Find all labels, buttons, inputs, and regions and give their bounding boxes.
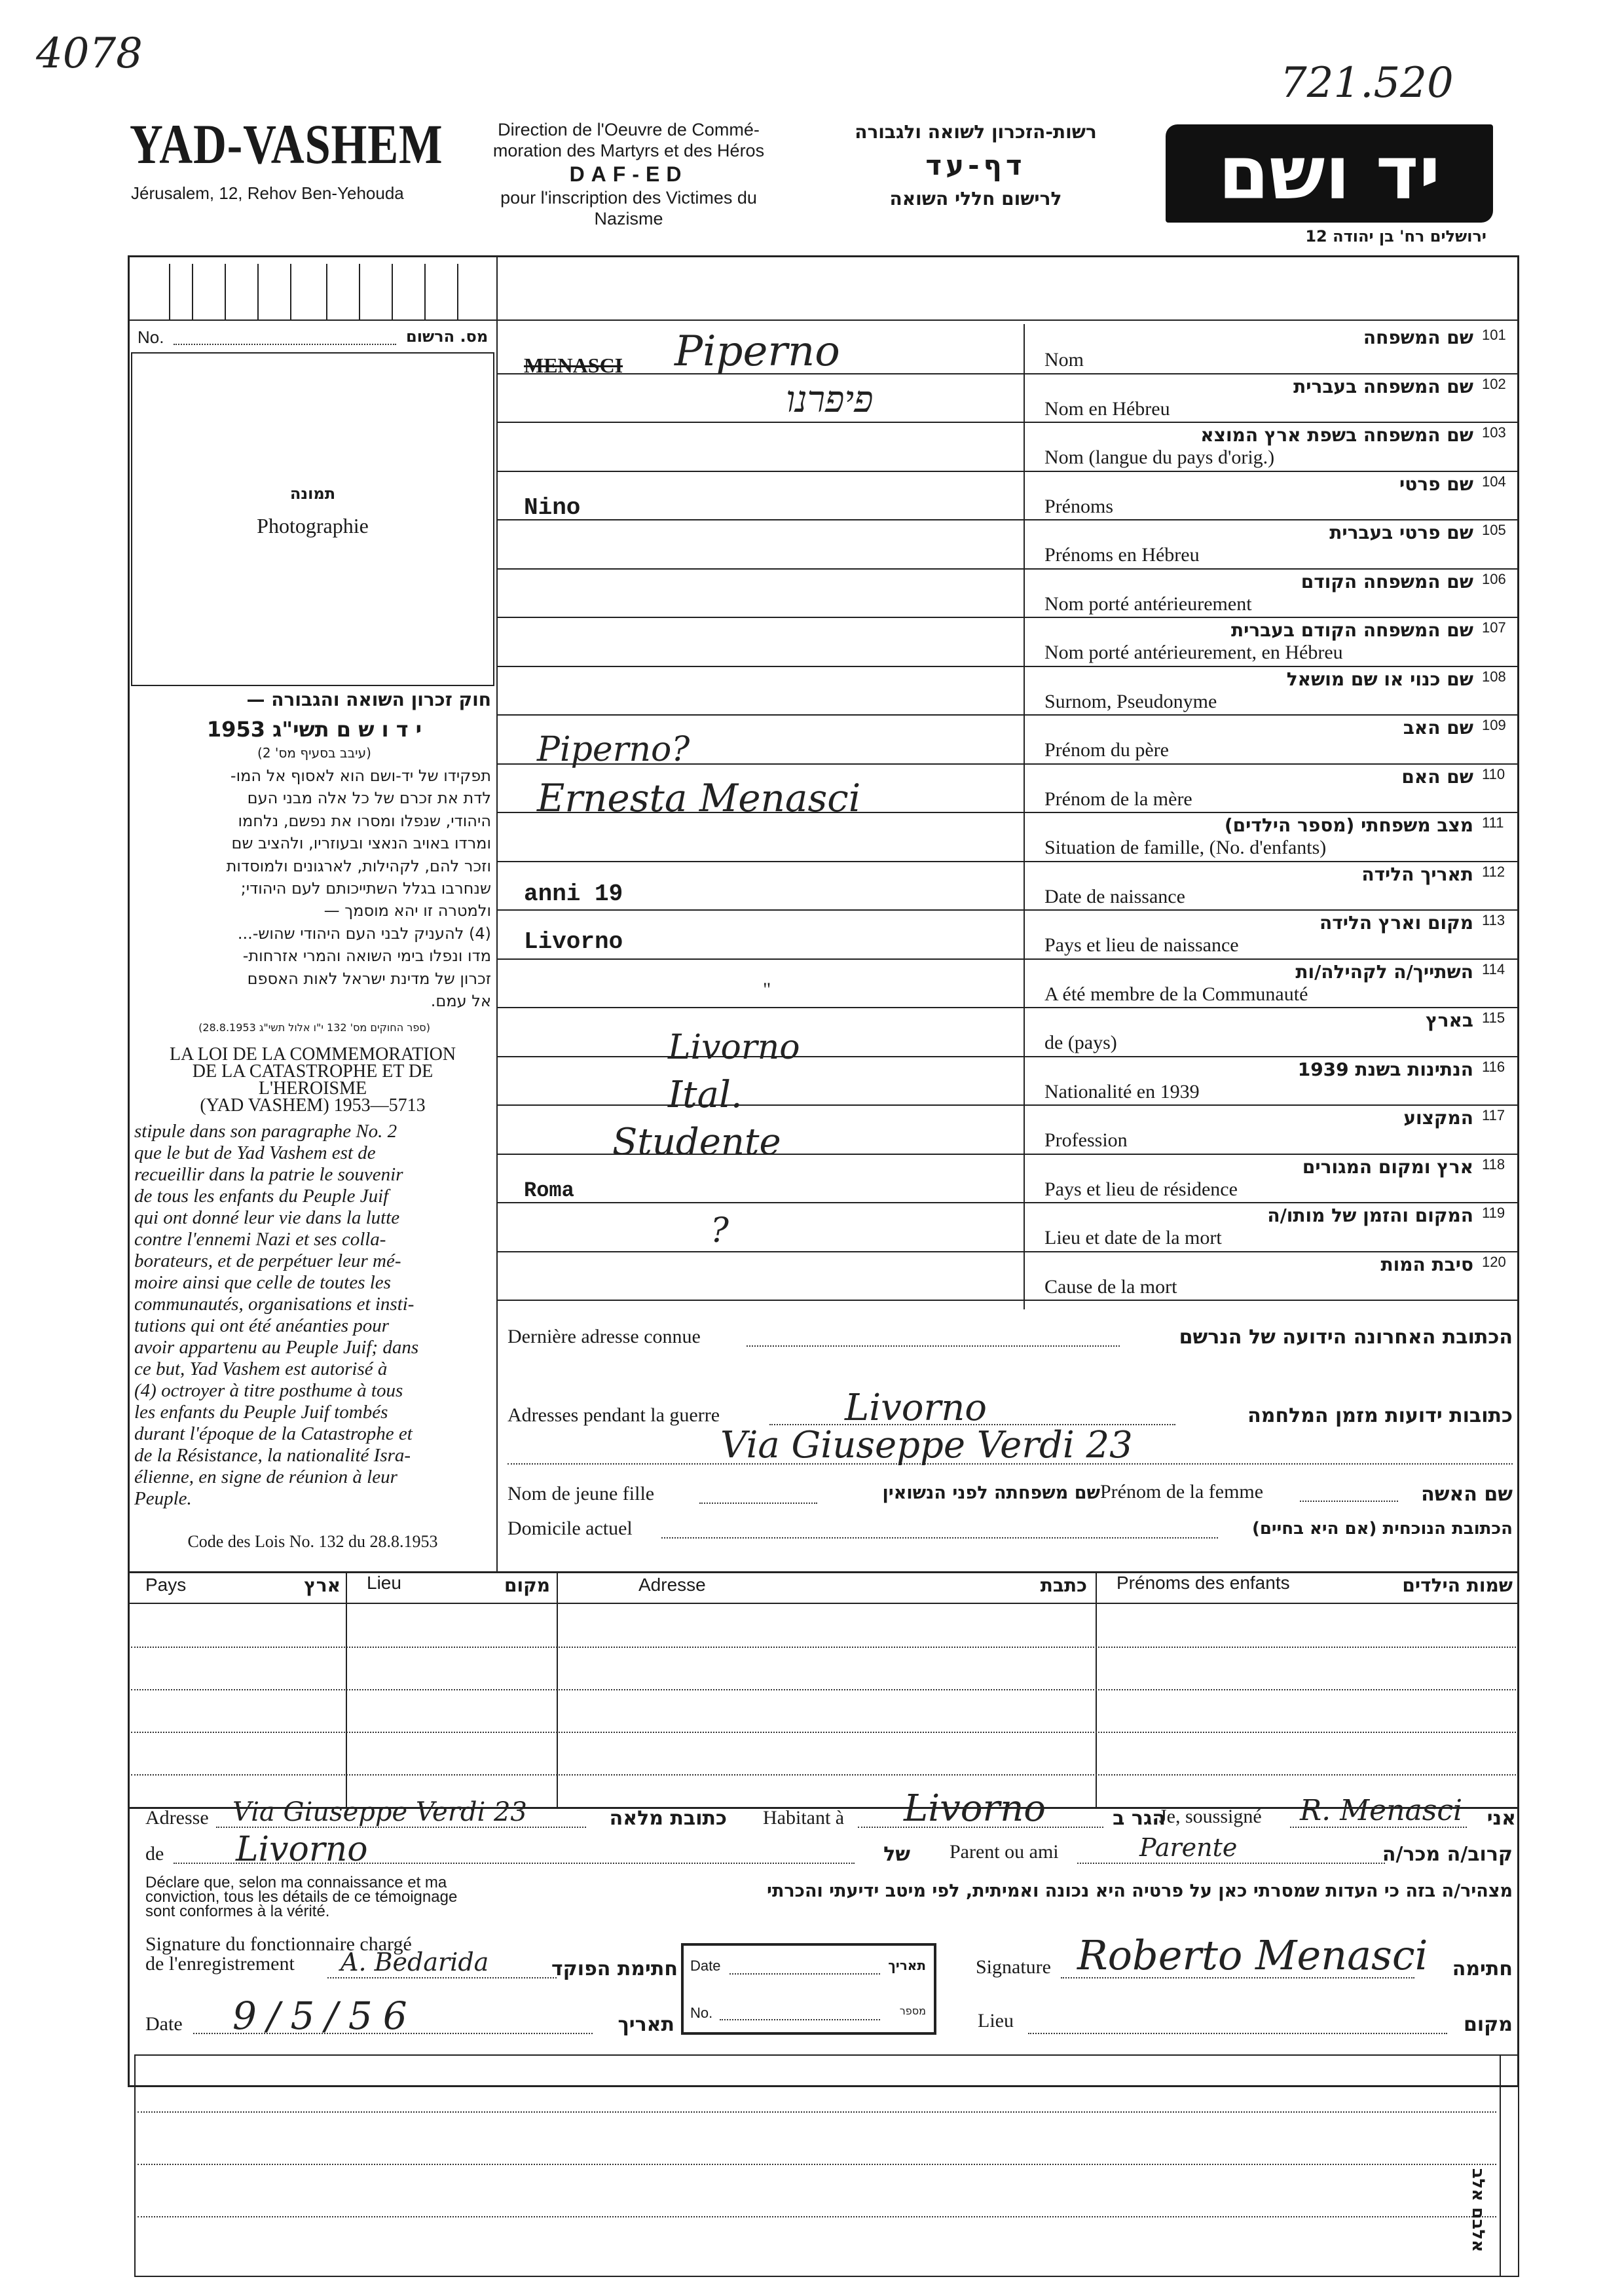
field-label-he: שם האם: [1401, 765, 1473, 788]
law-he-body: [138, 765, 491, 1012]
header-fr-line-5: Nazisme: [594, 209, 663, 228]
field-label-fr: Situation de famille, (No. d'enfants): [1044, 837, 1327, 858]
header-center-he: [819, 121, 1133, 210]
header-fr-line-2: moration des Martyrs et des Héros: [492, 141, 765, 160]
decl-de-label: de: [145, 1843, 164, 1865]
field-116-value[interactable]: Ital.: [668, 1074, 743, 1116]
decl-parent-label: Parent ou ami: [950, 1841, 1059, 1863]
decl-declare-he: מצהיר/ה בזה כי העדות שמסרתי כאן על פרטיה היא נכונה ואמיתית, לפי מיטב ידיעתי והכרתי: [767, 1881, 1513, 1901]
law-he-title: חוק זכרון השואה והגבורה —: [246, 689, 491, 710]
law-fr-line: recueillir dans la patrie le souvenir: [134, 1164, 403, 1185]
box-no-dots: [720, 2019, 880, 2020]
box-date-dots: [729, 1973, 880, 1975]
field-label-he: השתייך/ה לקהילה/ות: [1295, 960, 1473, 983]
no-dots: [174, 344, 396, 345]
field-label-fr: Cause de la mort: [1044, 1275, 1177, 1298]
wife-name-dots: [1300, 1501, 1398, 1502]
bottom-table: [134, 2054, 1519, 2277]
field-label-he: בארץ: [1426, 1010, 1473, 1031]
field-label-fr: A été membre de la Communauté: [1044, 983, 1308, 1005]
war-address-label-fr: Adresses pendant la guerre: [507, 1404, 720, 1426]
children-header-prenoms: Prénoms des enfants: [1116, 1573, 1290, 1593]
registration-stamp-box: [681, 1943, 936, 2035]
field-label-fr: Prénom du père: [1044, 739, 1169, 761]
field-110-value[interactable]: Ernesta Menasci: [537, 776, 861, 820]
decl-adresse-label: Adresse: [145, 1807, 209, 1829]
field-number: 115: [1482, 1010, 1505, 1026]
row-divider: [496, 1251, 1519, 1252]
row-divider: [496, 714, 1519, 716]
field-number: 111: [1482, 814, 1504, 831]
row-divider: [496, 909, 1519, 911]
logo-address: ירושלים רח' בן יהודה 12: [1305, 227, 1486, 246]
law-fr-title-4: (YAD VASHEM) 1953—5713: [200, 1095, 426, 1116]
decl-declare-fr: [145, 1876, 457, 1919]
registration-boxes: [130, 257, 496, 319]
law-he-par: (עיבב בסעיף מס' 2): [257, 745, 371, 761]
law-he-line: ולמטרה זו יהא מוסמך —: [323, 902, 491, 920]
field-118-value[interactable]: Roma: [524, 1178, 574, 1203]
header-address: Jérusalem, 12, Rehov Ben-Yehouda: [131, 183, 404, 203]
row-divider: [496, 1202, 1519, 1203]
field-number: 101: [1482, 327, 1506, 343]
header-he-line-1: רשות-הזכרון לשואה ולגבורה: [855, 121, 1097, 143]
field-number: 110: [1482, 765, 1505, 782]
decl-habitant-he: הגר ב: [1113, 1807, 1166, 1830]
sig-official-he: חתימת הפוקד: [551, 1958, 678, 1980]
field-number: 105: [1482, 522, 1506, 538]
lieu-he: מקום: [1464, 2013, 1513, 2036]
field-number: 116: [1482, 1058, 1505, 1075]
row-divider: [496, 373, 1519, 374]
sig-official-fr-1: Signature du fonctionnaire chargé: [145, 1933, 412, 1955]
war-address-label-he: כתובות ידועות מזמן המלחמה: [1247, 1404, 1513, 1427]
field-number: 102: [1482, 375, 1506, 392]
row-divider: [496, 471, 1519, 472]
field-104-value[interactable]: Nino: [524, 494, 581, 521]
field-label-fr: Nom en Hébreu: [1044, 397, 1170, 420]
field-number: 117: [1482, 1107, 1505, 1123]
field-label-fr: Nom (langue du pays d'orig.): [1044, 446, 1275, 468]
field-label-he: שם כנוי או שם מושאל: [1286, 668, 1473, 690]
no-label-he: מס. הרשום: [406, 327, 489, 346]
field-number: 109: [1482, 717, 1506, 733]
law-fr-title-1: LA LOI DE LA COMMEMORATION: [169, 1044, 456, 1065]
law-fr-line: élienne, en signe de réunion à leur: [134, 1467, 397, 1487]
field-label-he: הנתינות בשנת 1939: [1297, 1058, 1473, 1080]
children-header-adresse: Adresse: [638, 1575, 706, 1595]
law-he-ref: (ספר החוקים מס' 132 י"ו אלול תשי"ג 28.8.1953): [198, 1021, 430, 1034]
law-he-line: תפקידו של יד-ושם הוא לאסוף אל המו-: [230, 767, 491, 785]
field-label-he: תאריך הלידה: [1361, 863, 1473, 885]
law-he-line: שנחרבו בגלל השתייכותם לעם היהודי;: [240, 879, 491, 898]
last-address-dots: [747, 1345, 1120, 1347]
law-he-line: אל עמם.: [430, 992, 491, 1011]
header-he-line-2: דף-עד: [925, 149, 1026, 181]
law-fr-line: qui ont donné leur vie dans la lutte: [134, 1207, 400, 1228]
law-he-line: (4) להעניק לבני העם היהודי שהוש-...: [237, 924, 491, 943]
law-he-line: ומרדו באויב הנאצי ובעוזריו, ולהציב שם: [231, 834, 491, 853]
field-number: 112: [1482, 863, 1505, 880]
law-he-line: זכרון של מדינת ישראל לאות האספם: [247, 969, 491, 988]
date-he: תאריך: [618, 2013, 674, 2036]
box-no-he: מספר: [899, 2005, 926, 2017]
decl-declare-fr-2: conviction, tous les détails de ce témoignage: [145, 1888, 458, 1906]
decl-parent-he: קרוב/ה מכר/ה: [1382, 1843, 1513, 1866]
law-fr-code: Code des Lois No. 132 du 28.8.1953: [187, 1532, 438, 1551]
field-109-value[interactable]: Piperno?: [537, 730, 690, 769]
field-number: 114: [1482, 960, 1505, 977]
law-he-line: לדת את זכרם של כל אלה מבני העם: [247, 789, 491, 808]
law-fr-line: borateurs, et de perpétuer leur mé-: [134, 1250, 401, 1271]
field-label-he: שם פרטי בעברית: [1329, 522, 1473, 543]
row-divider: [496, 861, 1519, 862]
header-fr-line-4: pour l'inscription des Victimes du: [500, 188, 757, 208]
maiden-name-label-fr: Nom de jeune fille: [507, 1483, 655, 1504]
field-label-he: המקצוע: [1403, 1107, 1473, 1129]
field-112-value[interactable]: anni 19: [524, 881, 623, 907]
wife-name-label-he: שם האשה: [1421, 1483, 1513, 1506]
decl-soussigne-value[interactable]: R. Menasci: [1300, 1794, 1463, 1827]
field-101-value[interactable]: Piperno: [674, 327, 840, 376]
decl-declare-fr-3: sont conformes à la vérité.: [145, 1903, 330, 1920]
field-label-fr: Profession: [1044, 1129, 1128, 1151]
field-label-he: ארץ ומקום המגורים: [1302, 1156, 1473, 1178]
decl-habitant-label: Habitant à: [763, 1807, 845, 1829]
field-label-he: שם המשפחה הקודם: [1301, 570, 1473, 592]
law-fr-line: Peuple.: [134, 1488, 192, 1509]
children-header-pays-he: ארץ: [304, 1575, 341, 1596]
sig-official-fr-2: de l'enregistrement: [145, 1953, 295, 1975]
children-header-pays: Pays: [145, 1575, 187, 1595]
decl-adresse-he: כתובת מלאה: [609, 1807, 727, 1830]
field-number: 106: [1482, 570, 1506, 587]
row-divider: [496, 666, 1519, 667]
field-number: 104: [1482, 473, 1506, 490]
law-fr-line: que le but de Yad Vashem est de: [134, 1142, 376, 1163]
row-divider: [496, 1056, 1519, 1057]
law-he-line: וזכר להם, לקהילות, לארגונים ולמוסדות: [226, 856, 491, 875]
header-daf-ed: DAF-ED: [569, 162, 688, 186]
children-header-adresse-he: כתבת: [1040, 1575, 1087, 1596]
sig-official-value[interactable]: A. Bedarida: [341, 1948, 489, 1977]
annotation-top-left: 4078: [36, 29, 143, 78]
field-119-value[interactable]: ?: [710, 1211, 729, 1250]
maiden-name-dots: [699, 1503, 817, 1504]
law-fr-line: stipule dans son paragraphe No. 2: [134, 1121, 397, 1142]
domicile-label-fr: Domicile actuel: [507, 1518, 633, 1539]
header-he-line-3: לרישום חללי השואה: [889, 188, 1062, 210]
header-center-fr: [458, 119, 799, 229]
law-fr-line: contre l'ennemi Nazi et ses colla-: [134, 1229, 386, 1250]
law-he-line: מדו ונפלו בימי השואה והמרי אזרחות-: [242, 947, 491, 966]
yad-vashem-logo: [1166, 124, 1493, 223]
law-fr-line: avoir appartenu au Peuple Juif; dans: [134, 1337, 419, 1358]
row-divider: [496, 1104, 1519, 1106]
law-fr-title-3: L'HEROISME: [258, 1078, 367, 1099]
row-divider: [496, 422, 1519, 423]
field-label-he: מצב משפחתי (מספר הילדים): [1224, 814, 1473, 836]
law-fr-title-2: DE LA CATASTROPHE ET DE: [192, 1061, 434, 1082]
maiden-name-label-he: שם משפחתה לפני הנשואין: [882, 1483, 1100, 1503]
side-stamp: אלבם אלב: [1468, 2168, 1488, 2252]
war-address-value-1[interactable]: Livorno: [845, 1387, 987, 1429]
children-header-lieu: Lieu: [367, 1573, 401, 1593]
decl-habitant-value[interactable]: Livorno: [904, 1787, 1046, 1830]
field-number: 103: [1482, 424, 1506, 441]
law-fr-title: [131, 1046, 494, 1114]
field-number: 119: [1482, 1205, 1505, 1221]
law-fr-line: de tous les enfants du Peuple Juif: [134, 1186, 389, 1207]
domicile-dots: [661, 1537, 1218, 1539]
row-divider: [496, 958, 1519, 960]
field-label-he: שם המשפחה: [1363, 327, 1473, 348]
field-label-he: סיבת המות: [1380, 1253, 1473, 1275]
field-label-fr: Nationalité en 1939: [1044, 1080, 1200, 1102]
field-label-fr: Pays et lieu de résidence: [1044, 1178, 1238, 1200]
law-fr-line: les enfants du Peuple Juif tombés: [134, 1402, 388, 1423]
box-date-label: Date: [690, 1958, 721, 1974]
date-label: Date: [145, 2013, 183, 2035]
field-label-fr: de (pays): [1044, 1032, 1117, 1053]
date-value[interactable]: 9/5/56: [232, 1994, 418, 2038]
signature-value[interactable]: Roberto Menasci: [1077, 1931, 1428, 1979]
annotation-top-right: 721.520: [1280, 59, 1454, 107]
photo-label-fr: Photographie: [257, 514, 369, 538]
field-101-struck: MENASCI: [524, 354, 623, 377]
field-label-he: שם פרטי: [1399, 473, 1473, 495]
law-fr-body: [134, 1121, 491, 1510]
header-fr-line-1: Direction de l'Oeuvre de Commé-: [498, 120, 760, 139]
last-address-label-he: הכתובת האחרונה הידועה של הנרשם: [1179, 1326, 1513, 1349]
row-divider: [496, 519, 1519, 520]
logo-text: יד ושם: [1218, 131, 1441, 216]
row-divider: [496, 617, 1519, 618]
field-label-fr: Nom porté antérieurement, en Hébreu: [1044, 642, 1343, 663]
field-label-fr: Nom: [1044, 349, 1084, 371]
no-label: No.: [138, 327, 164, 347]
row-divider: [496, 1007, 1519, 1008]
field-label-fr: Prénom de la mère: [1044, 788, 1192, 810]
decl-adresse-value[interactable]: Via Giuseppe Verdi 23: [232, 1797, 527, 1827]
signature-label: Signature: [976, 1956, 1051, 1978]
field-label-he: המקום והזמן של מותו/ה: [1267, 1205, 1473, 1226]
decl-soussigne-he: אני: [1486, 1807, 1516, 1830]
field-label-he: שם המשפחה בעברית: [1293, 375, 1473, 397]
law-fr-line: tutions qui ont été anéanties pour: [134, 1315, 390, 1336]
war-address-value-2[interactable]: Via Giuseppe Verdi 23: [720, 1424, 1133, 1467]
field-label-he: שם המשפחה הקודם בעברית: [1230, 619, 1473, 641]
field-114-value[interactable]: ": [763, 979, 771, 1000]
law-fr-line: (4) octroyer à titre posthume à tous: [134, 1380, 403, 1401]
field-number: 118: [1482, 1156, 1505, 1173]
box-no-label: No.: [690, 2005, 713, 2021]
decl-de-value[interactable]: Livorno: [236, 1830, 368, 1869]
decl-soussigne-label: Je, soussigné: [1159, 1806, 1262, 1827]
field-102-value[interactable]: פיפרנו: [786, 378, 874, 421]
yad-vashem-title: YAD-VASHEM: [130, 113, 443, 175]
law-fr-line: durant l'époque de la Catastrophe et: [134, 1423, 413, 1444]
law-fr-line: de la Résistance, la nationalité Isra-: [134, 1445, 411, 1466]
decl-de-he: של: [883, 1843, 910, 1866]
row-divider: [496, 1300, 1519, 1301]
field-label-he: מקום וארץ הלידה: [1320, 912, 1473, 934]
law-he-line: היהודי, שנפלו ומסרו את נפשם, נלחמו: [238, 811, 491, 830]
decl-declare-fr-1: Déclare que, selon ma connaissance et ma: [145, 1874, 447, 1891]
field-117-value[interactable]: Studente: [612, 1121, 781, 1163]
field-113-value[interactable]: Livorno: [524, 928, 623, 955]
law-fr-line: communautés, organisations et insti-: [134, 1294, 415, 1315]
field-label-fr: Prénoms en Hébreu: [1044, 544, 1200, 566]
children-header-prenoms-he: שמות הילדים: [1402, 1575, 1513, 1596]
field-number: 107: [1482, 619, 1506, 636]
field-label-fr: Date de naissance: [1044, 885, 1185, 907]
field-label-fr: Lieu et date de la mort: [1044, 1227, 1222, 1248]
domicile-label-he: הכתובת הנוכחית (אם היא בחיים): [1251, 1519, 1513, 1539]
field-number: 108: [1482, 668, 1506, 685]
field-label-fr: Nom porté antérieurement: [1044, 592, 1252, 615]
field-number: 120: [1482, 1253, 1506, 1270]
field-label-fr: Pays et lieu de naissance: [1044, 934, 1239, 956]
field-label-he: שם האב: [1403, 717, 1473, 738]
law-fr-line: moire ainsi que celle de toutes les: [134, 1272, 391, 1293]
signature-he: חתימה: [1452, 1958, 1513, 1980]
law-fr-line: ce but, Yad Vashem est autorisé à: [134, 1358, 388, 1379]
lieu-label: Lieu: [978, 2010, 1014, 2032]
photo-label-he: תמונה: [289, 484, 336, 503]
field-label-fr: Surnom, Pseudonyme: [1044, 690, 1217, 712]
decl-parent-value[interactable]: Parente: [1139, 1833, 1238, 1862]
row-divider: [496, 568, 1519, 570]
last-address-label-fr: Dernière adresse connue: [507, 1326, 701, 1347]
wife-name-label-fr: Prénom de la femme: [1100, 1481, 1264, 1503]
children-header-lieu-he: מקום: [504, 1575, 550, 1596]
law-he-sub: י ד ו ש ם תשי"ג 1953: [206, 717, 422, 742]
field-number: 113: [1482, 912, 1505, 928]
field-115-value[interactable]: Livorno: [668, 1028, 800, 1067]
field-label-he: שם המשפחה בשפת ארץ המוצא: [1200, 424, 1473, 446]
field-label-fr: Prénoms: [1044, 495, 1113, 517]
box-date-he: תאריך: [888, 1958, 926, 1973]
